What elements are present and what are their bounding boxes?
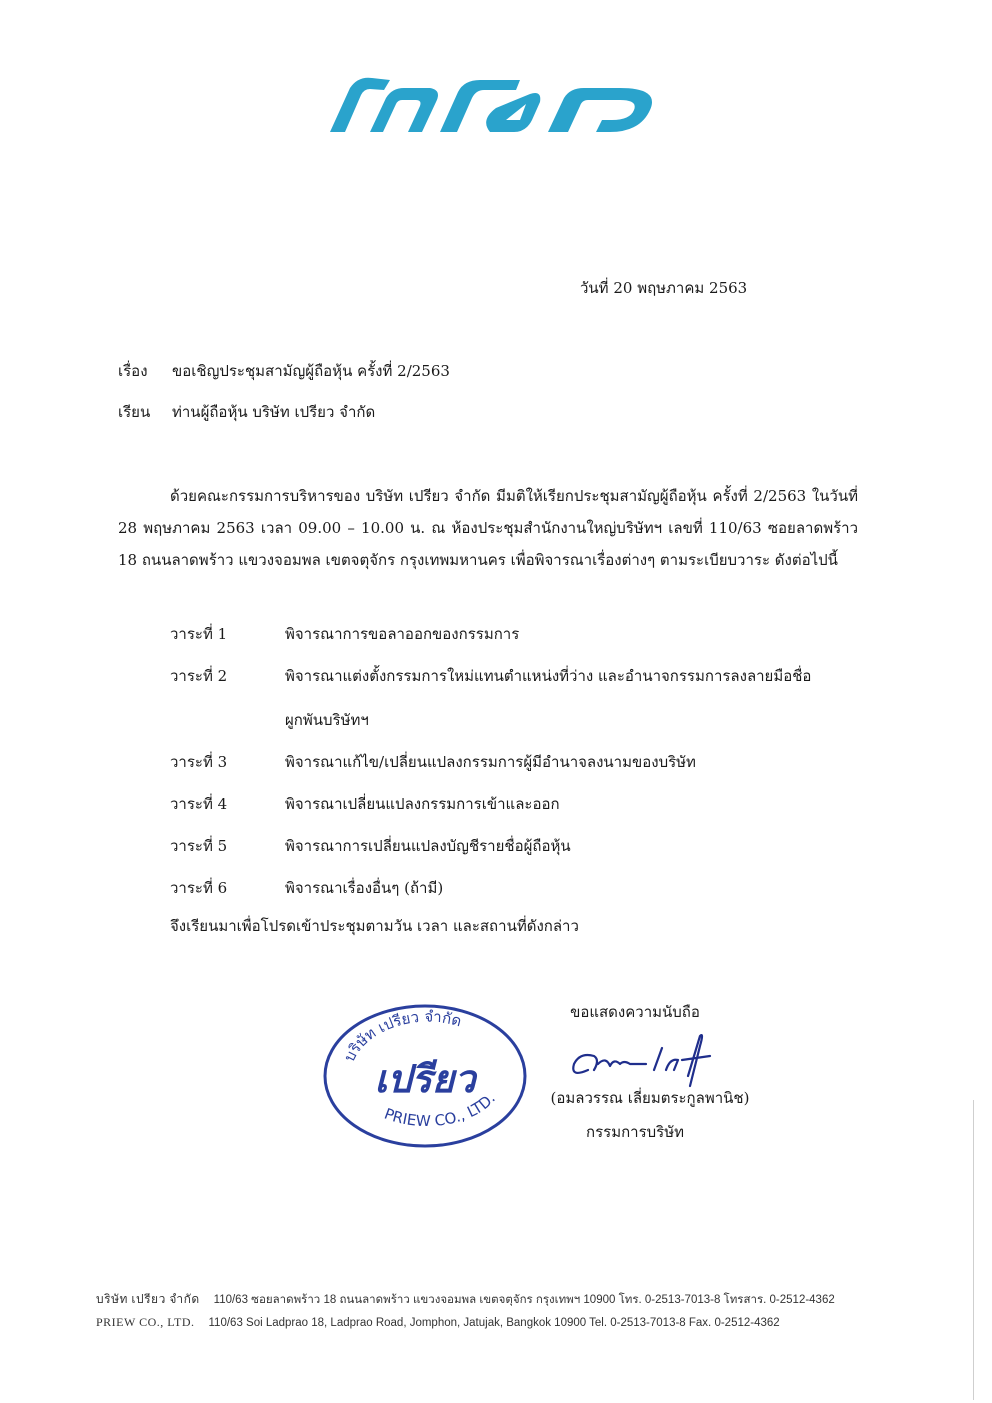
page-edge-line: [973, 1100, 974, 1400]
footer-thai: [96, 1290, 835, 1309]
regards-text: ขอแสดงความนับถือ: [570, 1003, 700, 1021]
agenda-item-6: พิจารณาเรื่องอื่นๆ (ถ้ามี): [285, 879, 444, 897]
agenda-label-1: วาระที่ 1: [170, 625, 228, 643]
footer-thai-address: 110/63 ซอยลาดพร้าว 18 ถนนลาดพร้าว แขวงจอมพล เขตจตุจักร กรุงเทพฯ 10900 โทร. 0-2513-7013-8 โทรสาร. 0-2512-4362: [213, 1294, 835, 1306]
company-stamp: [320, 1000, 530, 1150]
agenda-item-5: พิจารณาการเปลี่ยนแปลงบัญชีรายชื่อผู้ถือหุ้น: [285, 837, 571, 855]
signature-block: [540, 1000, 760, 1144]
footer-english-company: PRIEW CO., LTD.: [96, 1315, 195, 1329]
body-paragraph: [118, 480, 858, 576]
letter-date: วันที่ 20 พฤษภาคม 2563: [580, 279, 748, 297]
stamp-top-text: บริษัท เปรียว จำกัด: [340, 1007, 464, 1065]
footer-english-address: 110/63 Soi Ladprao 18, Ladprao Road, Jomphon, Jatujak, Bangkok 10900 Tel. 0-2513-7013-8 Fax. 0-2512-4362: [208, 1317, 780, 1329]
agenda-item-1: พิจารณาการขอลาออกของกรรมการ: [285, 625, 520, 643]
to-text: ท่านผู้ถือหุ้น บริษัท เปรียว จำกัด: [172, 403, 376, 421]
signer-title: กรรมการบริษัท: [586, 1123, 684, 1141]
handwritten-signature: [550, 1030, 720, 1090]
footer-thai-company: บริษัท เปรียว จำกัด: [96, 1292, 200, 1306]
agenda-item-3: พิจารณาแก้ไข/เปลี่ยนแปลงกรรมการผู้มีอำนาจลงนามของบริษัท: [285, 753, 696, 771]
agenda-item-4: พิจารณาเปลี่ยนแปลงกรรมการเข้าและออก: [285, 795, 560, 813]
body-text: ด้วยคณะกรรมการบริหารของ บริษัท เปรียว จำกัด มีมติให้เรียกประชุมสามัญผู้ถือหุ้น ครั้งที่ 2/2563 ในวันที่ 28 พฤษภาคม 2563 เวลา 09.00 – 10.00 น. ณ ห้องประชุมสำนักงานใหญ่บริษัทฯ เลขที่ 110/63 ซอยลาดพร้าว 18 ถนนลาดพร้าว แขวงจอมพล เขตจตุจักร กรุงเทพมหานคร เพื่อพิจารณาเรื่องต่างๆ ตามระเบียบวาระ ดังต่อไปนี้: [118, 487, 858, 569]
footer-english: [96, 1315, 780, 1330]
agenda-item-2: พิจารณาแต่งตั้งกรรมการใหม่แทนตำแหน่งที่ว่าง และอำนาจกรรมการลงลายมือชื่อผูกพันบริษัทฯ: [285, 667, 812, 729]
subject-label: เรื่อง: [118, 362, 148, 380]
agenda-label-5: วาระที่ 5: [170, 837, 228, 855]
priew-logo: [320, 70, 670, 140]
to-label: เรียน: [118, 403, 151, 421]
closing-text: จึงเรียนมาเพื่อโปรดเข้าประชุมตามวัน เวลา และสถานที่ดังกล่าว: [170, 917, 579, 935]
subject-text: ขอเชิญประชุมสามัญผู้ถือหุ้น ครั้งที่ 2/2563: [172, 362, 450, 380]
agenda-label-2: วาระที่ 2: [170, 667, 228, 685]
stamp-bottom-text: PRIEW CO., LTD.: [381, 1089, 499, 1131]
agenda-label-6: วาระที่ 6: [170, 879, 228, 897]
signer-name: (อมลวรรณ เลี่ยมตระกูลพานิช): [550, 1089, 750, 1107]
agenda-label-4: วาระที่ 4: [170, 795, 228, 813]
stamp-center-text: เปรียว: [374, 1057, 476, 1101]
agenda-label-3: วาระที่ 3: [170, 753, 228, 771]
